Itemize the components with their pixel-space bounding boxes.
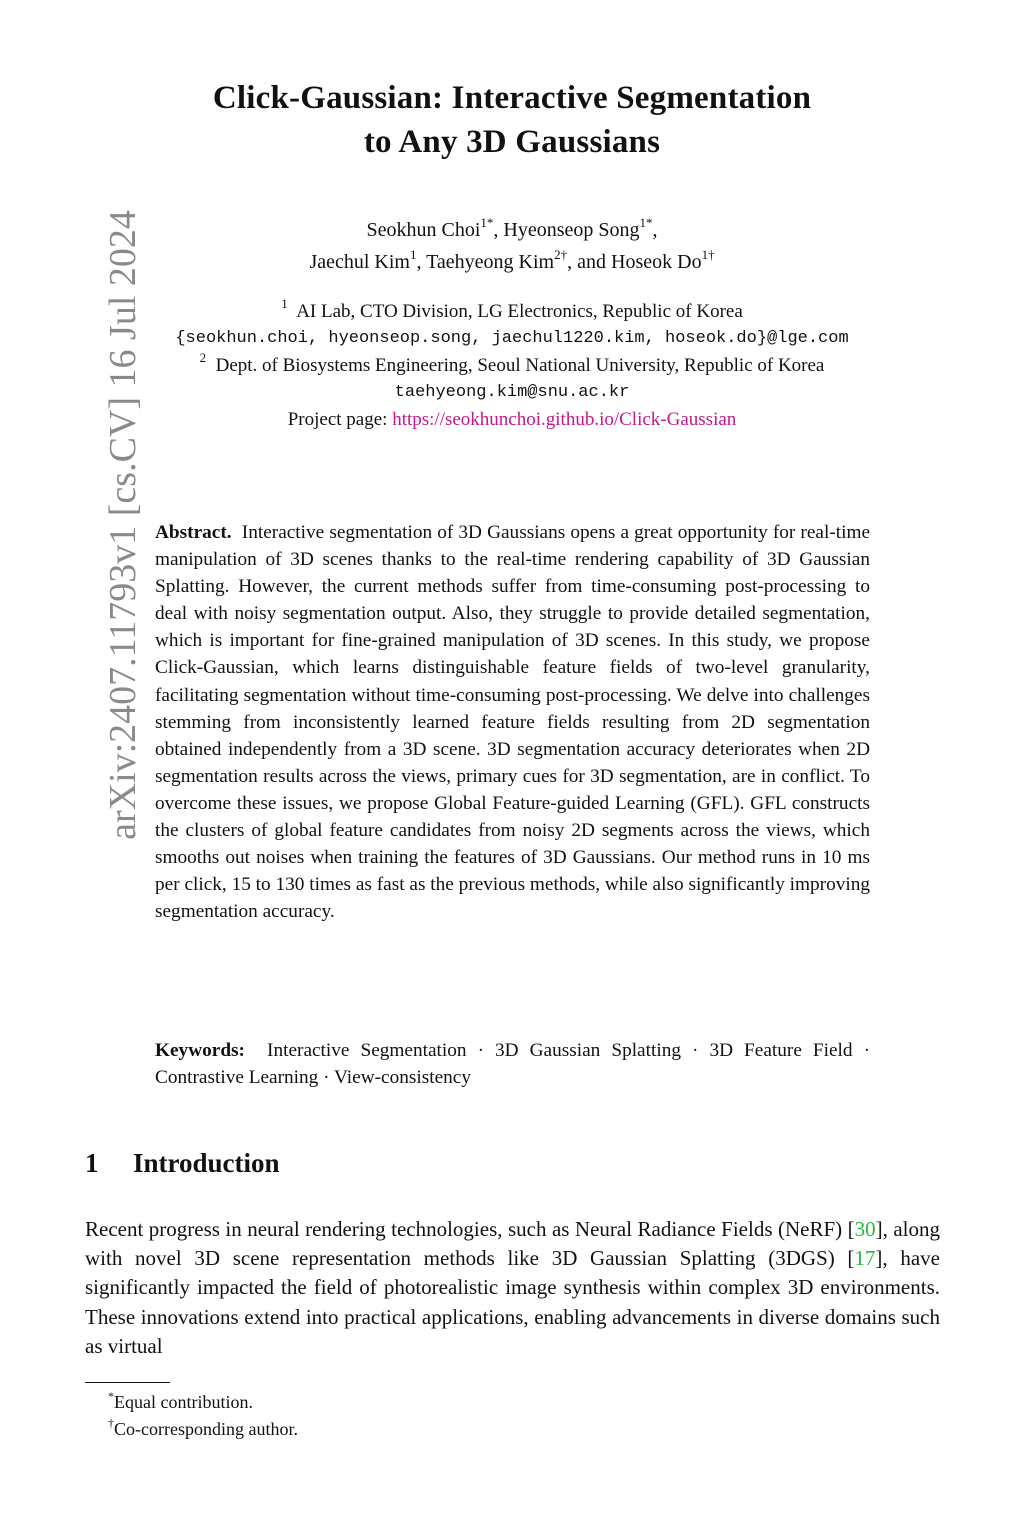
intro-paragraph [85, 1215, 940, 1361]
abstract-label: Abstract. [155, 522, 232, 543]
affiliation-mark: 2 [199, 350, 207, 365]
footnote-rule [85, 1382, 170, 1383]
abstract-text: Interactive segmentation of 3D Gaussians opens a great opportunity for real-time manipulation of 3D scenes thanks to the real-time rendering capability of 3D Gaussian Splatting. However, the current methods suffer from time-consuming post-processing to deal with noisy segmentation output. Also, they struggle to provide detailed segmentation, which is important for fine-grained manipulation of 3D scenes. In this study, we propose Click-Gaussian, which learns distinguishable feature fields of two-level granularity, facilitating segmentation without time-consuming post-processing. We delve into challenges stemming from inconsistently learned feature fields resulting from 2D segmentation obtained independently from a 3D scene. 3D segmentation accuracy deteriorates when 2D segmentation results across the views, primary cues for 3D segmentation, are in conflict. To overcome these issues, we propose Global Feature-guided Learning (GFL). GFL constructs the clusters of global feature candidates from noisy 2D segments across the views, which smooths out noises when training the features of 3D Gaussians. Our method runs in 10 ms per click, 15 to 130 times as fast as the previous methods, while also significantly improving segmentation accuracy. [155, 522, 871, 923]
intro-text: ], along with novel 3D scene representation methods like 3D Gaussian Splatting (3DGS) [ [85, 1217, 940, 1271]
citation-link[interactable]: 17 [854, 1246, 876, 1271]
section-number: 1 [85, 1148, 99, 1178]
affiliation-text: AI Lab, CTO Division, LG Electronics, Republic of Korea [296, 301, 743, 322]
intro-text: ], have significantly impacted the field of photorealistic image synthesis within complex 3D environments. These innovations extend into practical applications, enabling advancements in diverse domains such as virtual [85, 1246, 940, 1358]
project-page [0, 406, 1024, 433]
author-mark: 1* [480, 215, 494, 230]
affiliation-text: Dept. of Biosystems Engineering, Seoul National University, Republic of Korea [215, 355, 825, 376]
footnote-text: Co-corresponding author. [114, 1419, 298, 1439]
author-separator: , [493, 219, 504, 241]
footnote-mark: * [108, 1389, 114, 1403]
intro-text: Recent progress in neural rendering technologies, such as Neural Radiance Fields (NeRF) [ [85, 1217, 855, 1241]
project-label: Project page: [287, 409, 393, 430]
author-mark: 2† [554, 247, 568, 262]
keywords [155, 1037, 870, 1091]
title-line-1: Click-Gaussian: Interactive Segmentation [212, 80, 812, 116]
citation-link[interactable]: 30 [854, 1217, 876, 1241]
affiliation-2-email: taehyeong.kim@snu.ac.kr [394, 383, 630, 402]
author-name: Hoseok Do [611, 251, 702, 273]
author-name: Taehyeong Kim [426, 251, 555, 273]
footnote-text: Equal contribution. [114, 1392, 253, 1412]
abstract [155, 519, 870, 925]
keywords-text: Interactive Segmentation · 3D Gaussian Splatting · 3D Feature Field · Contrastive Learning · View-consistency [155, 1040, 870, 1089]
author-mark: 1† [701, 247, 715, 262]
author-name: Seokhun Choi [366, 219, 481, 241]
paper-title [0, 76, 1024, 164]
section-title: Introduction [133, 1148, 280, 1178]
affiliation-2 [0, 352, 1024, 379]
arxiv-identifier-stamp: arXiv:2407.11793v1 [cs.CV] 16 Jul 2024 [102, 210, 144, 840]
author-mark: 1* [639, 215, 653, 230]
author-line-1 [0, 214, 1024, 246]
affiliation-mark: 1 [281, 296, 288, 311]
footnote-2 [108, 1416, 298, 1443]
author-separator: , [416, 251, 427, 273]
title-line-2: to Any 3D Gaussians [363, 124, 661, 160]
author-name: Jaechul Kim [309, 251, 410, 273]
affiliations [0, 298, 1024, 433]
author-separator: , [652, 219, 658, 241]
affiliation-1 [0, 298, 1024, 325]
author-name: Hyeonseop Song [503, 219, 640, 241]
project-page-link[interactable]: https://seokhunchoi.github.io/Click-Gaussian [392, 409, 737, 430]
author-mark: 1 [409, 247, 417, 262]
author-line-2 [0, 246, 1024, 278]
author-list [0, 214, 1024, 278]
footnote-1 [108, 1389, 298, 1416]
footnote-mark: † [108, 1416, 114, 1430]
author-and: , and [567, 251, 612, 273]
footnotes [108, 1389, 298, 1443]
affiliation-1-emails: {seokhun.choi, hyeonseop.song, jaechul1220.kim, hoseok.do}@lge.com [175, 329, 849, 348]
keywords-label: Keywords: [155, 1040, 245, 1061]
section-heading [85, 1145, 280, 1181]
